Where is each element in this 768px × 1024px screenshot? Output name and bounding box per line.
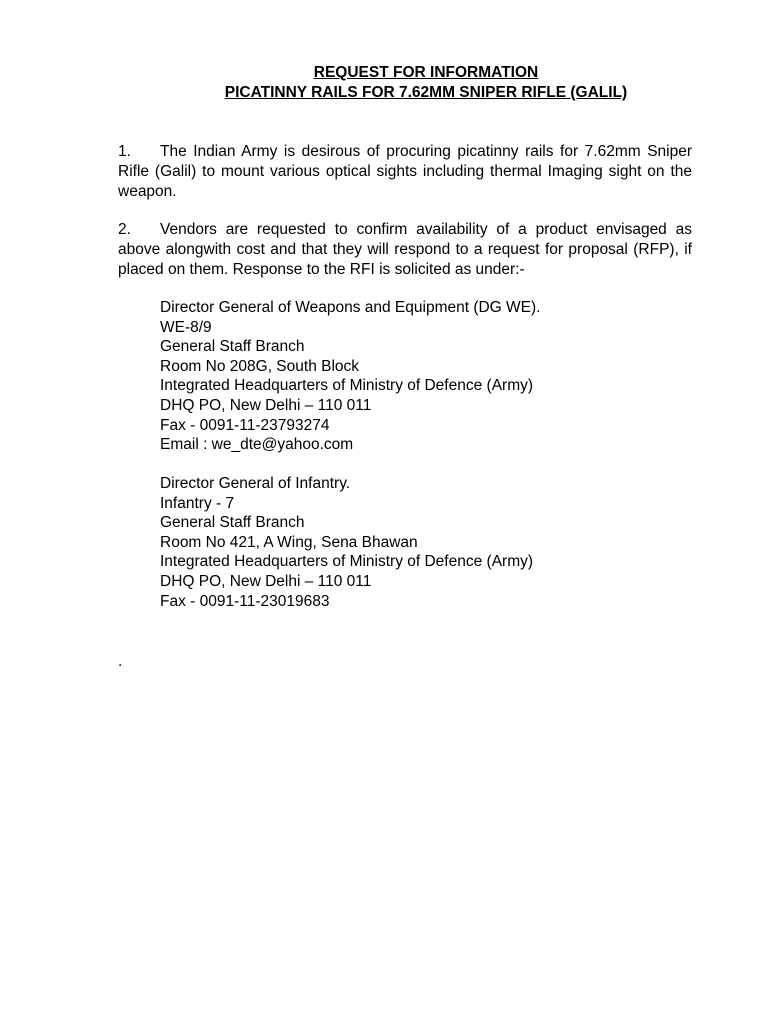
address-line: Infantry - 7 — [160, 494, 235, 512]
paragraph-text: Vendors are requested to confirm availability of a product envisaged as above alongwith cost and that they will respond to a request for proposal (RFP), if placed on them. Response to the RFI is solicited as under:- — [118, 221, 692, 278]
address-line: Integrated Headquarters of Ministry of Defence (Army) — [160, 377, 534, 395]
document-subtitle: PICATINNY RAILS FOR 7.62MM SNIPER RIFLE (GALIL) — [224, 84, 628, 101]
paragraph-text: The Indian Army is desirous of procuring picatinny rails for 7.62mm Sniper Rifle (Galil) to mount various optical sights including thermal Imaging sight on the weapon. — [118, 143, 692, 200]
document-title: REQUEST FOR INFORMATION — [313, 64, 539, 81]
address-line: Director General of Infantry. — [160, 475, 351, 492]
address-line: Room No 208G, South Block — [160, 357, 360, 375]
paragraph-number: 1. — [118, 143, 131, 160]
address-line: DHQ PO, New Delhi – 110 011 — [160, 572, 372, 590]
address-block-dg-we — [160, 298, 680, 455]
address-line: General Staff Branch — [160, 514, 305, 532]
fax-line: Fax - 0091-11-23019683 — [160, 592, 330, 610]
address-line: General Staff Branch — [160, 338, 305, 356]
fax-line: Fax - 0091-11-23793274 — [160, 416, 330, 434]
email-line: Email : we_dte@yahoo.com — [160, 436, 354, 454]
address-line: Room No 421, A Wing, Sena Bhawan — [160, 533, 418, 551]
address-block-dg-infantry — [160, 474, 680, 611]
address-line: WE-8/9 — [160, 318, 212, 336]
paragraph-2 — [118, 220, 692, 280]
paragraph-1 — [118, 142, 692, 202]
address-line: Director General of Weapons and Equipment (DG WE). — [160, 299, 541, 316]
address-line: Integrated Headquarters of Ministry of Defence (Army) — [160, 553, 534, 571]
trailing-period: . — [118, 653, 123, 670]
paragraph-number: 2. — [118, 221, 131, 238]
address-line: DHQ PO, New Delhi – 110 011 — [160, 396, 372, 414]
